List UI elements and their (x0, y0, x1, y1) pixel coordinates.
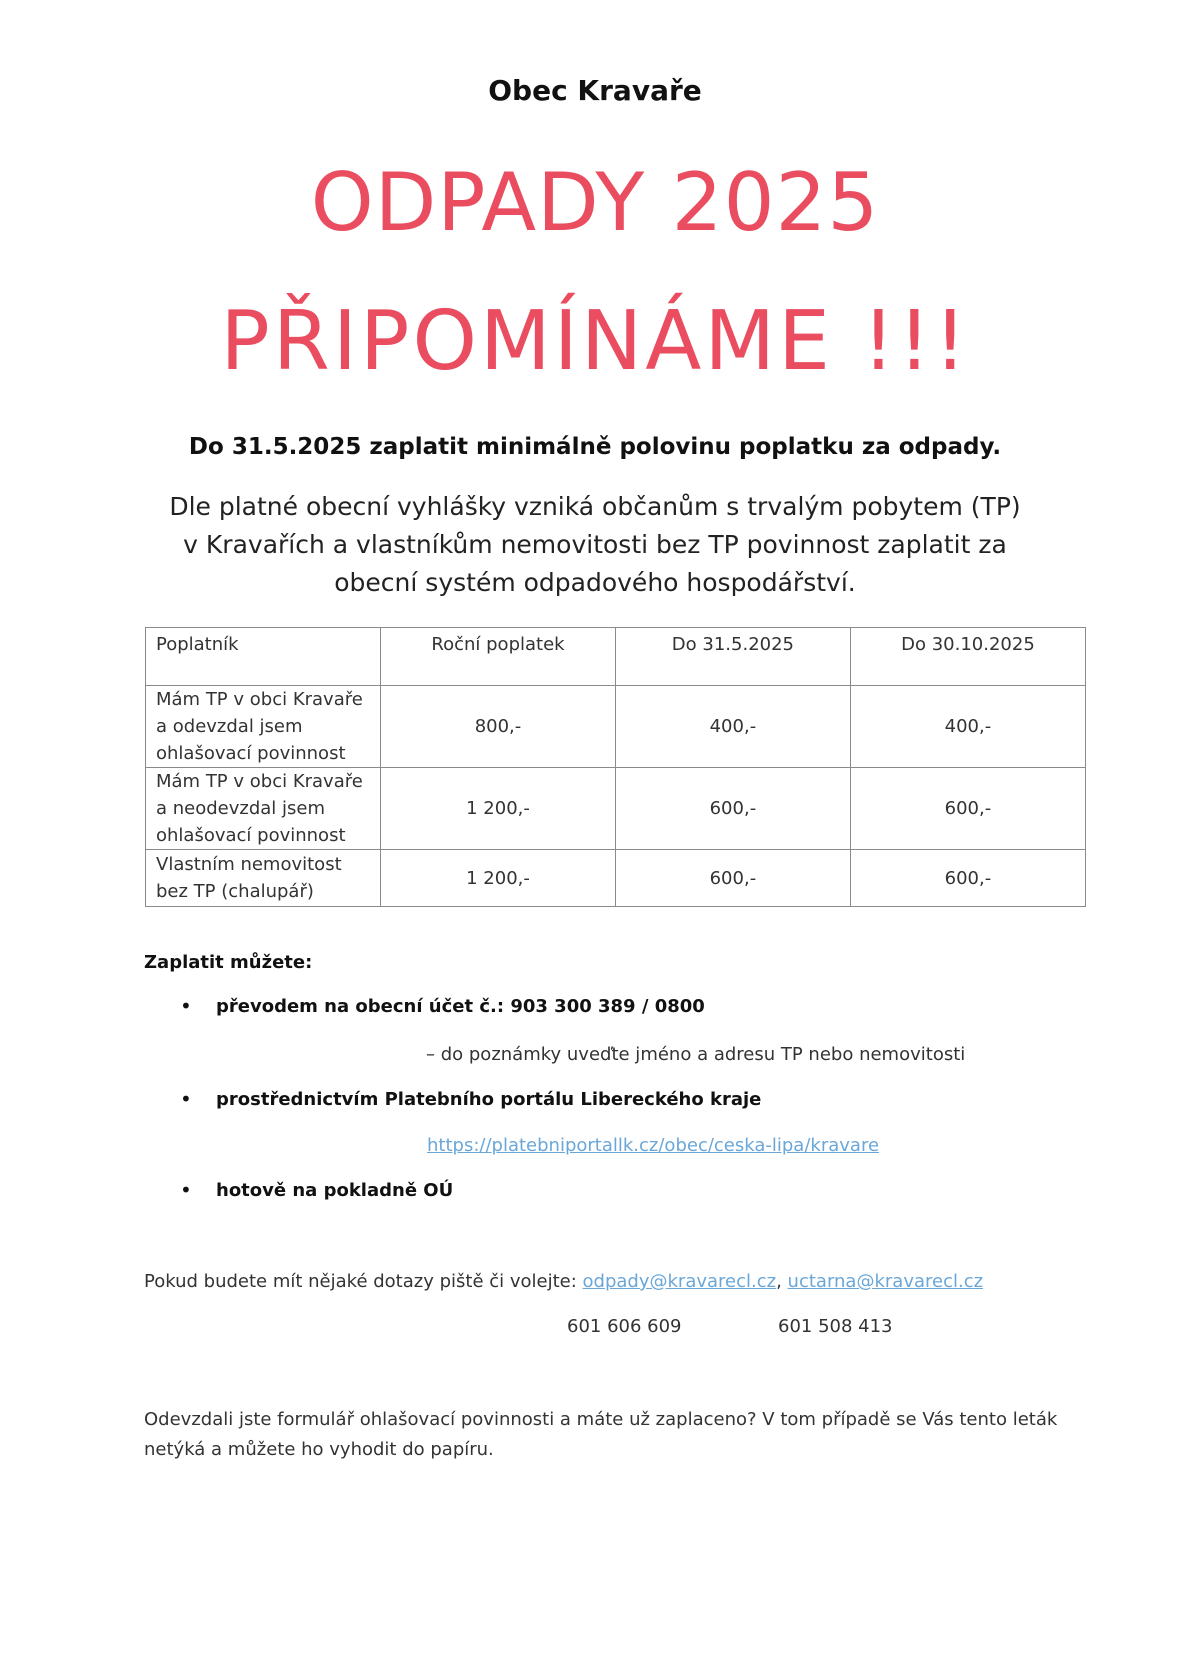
column-header-annual-fee: Roční poplatek (381, 628, 616, 686)
intro-line: v Kravařích a vlastníkům nemovitosti bez TP povinnost zaplatit za (183, 530, 1007, 559)
email-link-odpady[interactable]: odpady@kravarecl.cz (582, 1271, 777, 1292)
table-row (146, 686, 1086, 768)
phone-number-uctarna: 601 508 413 (778, 1316, 893, 1337)
annual-fee-cell: 1 200,- (381, 768, 616, 850)
payer-line: ohlašovací povinnost (156, 825, 346, 846)
table-row (146, 768, 1086, 850)
payer-line: bez TP (chalupář) (156, 881, 314, 902)
fee-table (145, 627, 1086, 907)
column-header-payer: Poplatník (146, 628, 381, 686)
closing-line: Odevzdali jste formulář ohlašovací povinnosti a máte už zaplaceno? V tom případě se Vás tento leták (144, 1409, 1058, 1430)
payer-cell (146, 686, 381, 768)
payment-portal-link[interactable]: https://platebniportallk.cz/obec/ceska-lipa/kravare (427, 1135, 880, 1156)
contact-line (144, 1271, 983, 1292)
payment-title: Zaplatit můžete: (144, 952, 313, 973)
annual-fee-cell: 800,- (381, 686, 616, 768)
by-october-cell: 600,- (850, 850, 1085, 907)
contact-text: Pokud budete mít nějaké dotazy piště či volejte: (144, 1271, 583, 1292)
intro-line: obecní systém odpadového hospodářství. (334, 568, 856, 597)
annual-fee-cell: 1 200,- (381, 850, 616, 907)
payment-option-note: – do poznámky uveďte jméno a adresu TP nebo nemovitosti (426, 1044, 966, 1065)
by-may-cell: 600,- (615, 850, 850, 907)
column-header-by-october: Do 30.10.2025 (850, 628, 1085, 686)
closing-line: netýká a můžete ho vyhodit do papíru. (144, 1439, 494, 1460)
bullet-icon: • (180, 1087, 192, 1111)
payer-line: a odevzdal jsem (156, 716, 303, 737)
closing-note (144, 1405, 1094, 1465)
payer-cell (146, 850, 381, 907)
intro-paragraph (0, 488, 1190, 602)
table-row (146, 850, 1086, 907)
organization-name: Obec Kravaře (488, 74, 702, 107)
by-october-cell: 400,- (850, 686, 1085, 768)
payment-option-portal: prostřednictvím Platebního portálu Libereckého kraje (216, 1089, 762, 1110)
bullet-icon: • (180, 1178, 192, 1202)
phone-number-odpady: 601 606 609 (567, 1316, 682, 1337)
by-may-cell: 600,- (615, 768, 850, 850)
payer-line: a neodevzdal jsem (156, 798, 326, 819)
headline-odpady: ODPADY 2025 (310, 156, 880, 249)
intro-line: Dle platné obecní vyhlášky vzniká občanům s trvalým pobytem (TP) (169, 492, 1021, 521)
bullet-icon: • (180, 994, 192, 1018)
by-may-cell: 400,- (615, 686, 850, 768)
payment-option-bank-transfer: převodem na obecní účet č.: 903 300 389 / 0800 (216, 996, 705, 1017)
table-header-row (146, 628, 1086, 686)
payer-cell (146, 768, 381, 850)
payer-line: Mám TP v obci Kravaře (156, 689, 363, 710)
deadline-notice: Do 31.5.2025 zaplatit minimálně polovinu poplatku za odpady. (188, 434, 1002, 460)
headline-reminder: PŘIPOMÍNÁME !!! (220, 294, 970, 389)
payer-line: ohlašovací povinnost (156, 743, 346, 764)
column-header-by-may: Do 31.5.2025 (615, 628, 850, 686)
payer-line: Mám TP v obci Kravaře (156, 771, 363, 792)
by-october-cell: 600,- (850, 768, 1085, 850)
payment-option-cash: hotově na pokladně OÚ (216, 1180, 454, 1201)
email-link-uctarna[interactable]: uctarna@kravarecl.cz (787, 1271, 984, 1292)
payer-line: Vlastním nemovitost (156, 854, 342, 875)
email-separator: , (776, 1271, 788, 1292)
